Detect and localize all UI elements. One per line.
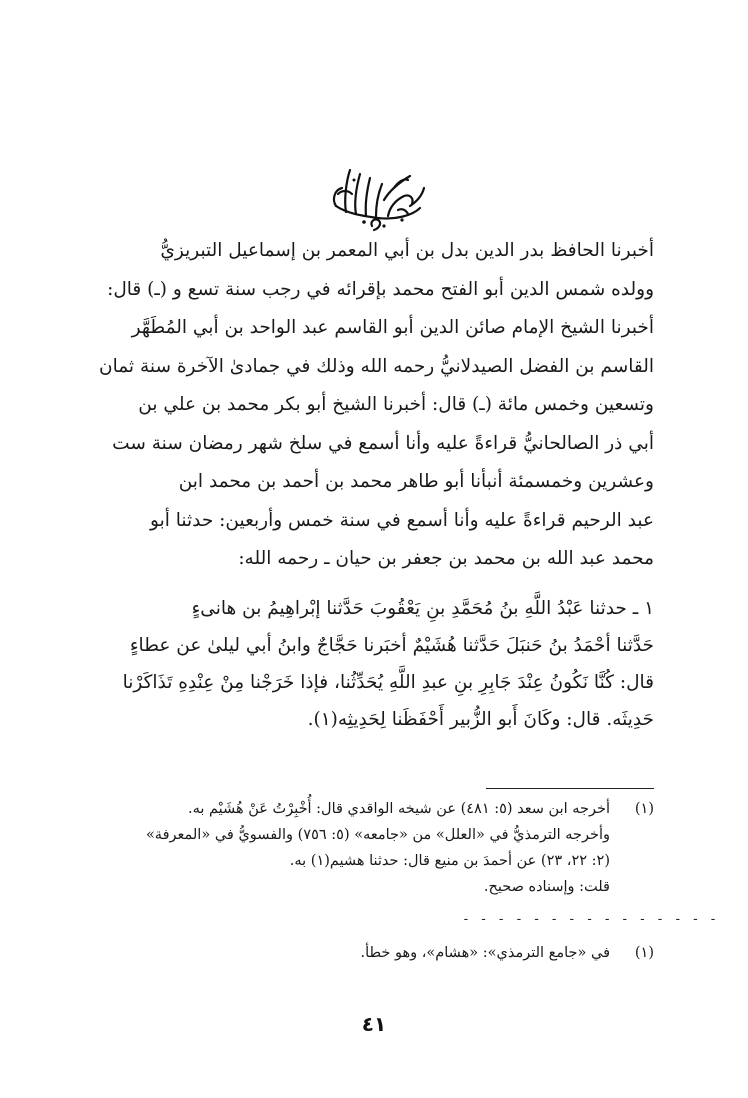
footnote-number: (١) <box>634 945 654 961</box>
intro-line: وتسعين وخمس مائة (ـ) قال: أخبرنا الشيخ أبو بكر محمد بن علي بن <box>138 394 654 415</box>
intro-line: أبي ذر الصالحانيُّ قراءةً عليه وأنا أسمع في سلخ شهر رمضان سنة ست <box>112 432 654 454</box>
hadith-line: حَدَّثنا أحْمَدُ بنُ حَنبَلَ حَدَّثنا هُشَيْمٌ أخبَرنا حَجَّاجٌ وابنُ أبي ليلىٰ عن عطاءٍ <box>129 635 654 656</box>
footnote-rule <box>486 788 654 789</box>
footnote-line: في «جامع الترمذي»: «هشام»، وهو خطأ. <box>360 945 610 961</box>
intro-line: محمد عبد الله بن محمد بن جعفر بن حيان ـ رحمه الله: <box>238 548 654 569</box>
basmala-calligraphy-icon <box>324 160 428 232</box>
isnad-introduction <box>94 232 654 579</box>
intro-line: وولده شمس الدين أبو الفتح محمد بإقرائه في رجب سنة تسع و (ـ) قال: <box>107 278 654 300</box>
footnote-line: (٢: ٢٢، ٢٣) عن أحمدَ بن منيع قال: حدثنا هشيم(١) به. <box>289 853 610 869</box>
hadith-line: حَدِيثَه. قال: وكَانَ أَبو الزُّبير أَحْفَظَنا لِحَدِيثِه(١). <box>307 709 654 730</box>
intro-line: أخبرنا الحافظ بدر الدين بدل بن أبي المعمر بن إسماعيل التبريزيُّ <box>160 240 654 261</box>
hadith-line: ١ ـ حدثنا عَبْدُ اللَّهِ بنُ مُحَمَّدِ بنِ يَعْقُوبَ حَدَّثنا إبْراهِيمُ بن هانىءٍ <box>191 598 654 619</box>
hadith-1 <box>94 590 654 738</box>
intro-line: أخبرنا الشيخ الإمام صائن الدين أبو القاسم عبد الواحد بن أبي المُطَهَّر <box>131 317 654 338</box>
footnote-2 <box>94 940 654 966</box>
intro-line: القاسم بن الفضل الصيدلانيُّ رحمه الله وذلك في جمادىٰ الآخرة سنة ثمان <box>99 355 654 377</box>
footnote-number: (١) <box>634 801 654 817</box>
page-number: ٤١ <box>361 1012 387 1036</box>
footnote-line: وأخرجه الترمذيُّ في «العلل» من «جامعه» (٥: ٧٥٦) والفسويُّ في «المعرفة» <box>145 827 610 843</box>
footnote-line: أخرجه ابن سعد (٥: ٤٨١) عن شيخه الواقدي قال: أُخْبِرْتُ عَنْ هُشَيْم به. <box>188 801 610 817</box>
editor-footnote-separator: - - - - - - - - - - - - - - - <box>462 912 718 927</box>
intro-line: وعشرين وخمسمئة أنبأنا أبو طاهر محمد بن أحمد بن محمد ابن <box>178 471 654 492</box>
footnote-1 <box>94 796 654 900</box>
intro-line: عبد الرحيم قراءةً عليه وأنا أسمع في سنة خمس وأربعين: حدثنا أبو <box>150 509 654 531</box>
footnote-line: قلت: وإسناده صحيح. <box>483 879 610 895</box>
basmala-calligraphy <box>324 160 428 232</box>
hadith-line: قال: كُنَّا نَكُونُ عِنْدَ جَابِرِ بنِ عبدِ اللَّهِ يُحَدِّثُنا، فإذا خَرَجْنا مِنْ عِنْدِهِ تَذَاكَرْنا <box>122 672 654 693</box>
